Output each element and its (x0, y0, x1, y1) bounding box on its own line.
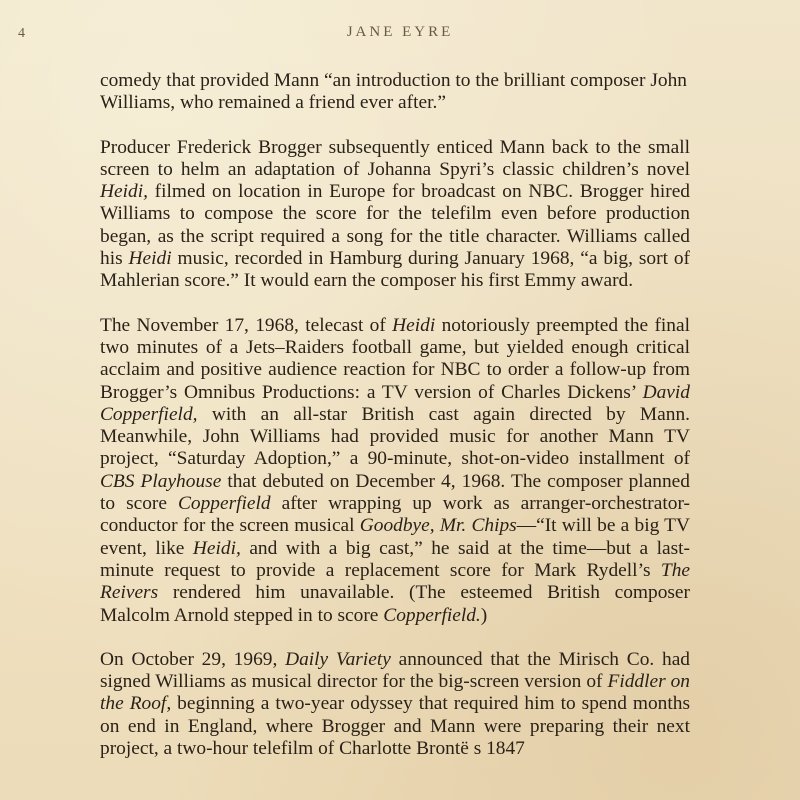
italic-text: The Reivers (100, 559, 690, 604)
italic-text: Copperfield (177, 493, 271, 515)
text-run: announced that the Mirisch Co. had signed Williams as musical director for the big-screen version of (100, 648, 690, 693)
paragraph-3 (100, 315, 690, 627)
italic-text: CBS Playhouse (100, 470, 222, 492)
italic-text: Heidi (392, 314, 436, 336)
text-run: and with a big cast,” he said at the time—but a last-minute request to provide a replacement score for Mark Rydell’s (100, 537, 690, 581)
text-run: On October 29, 1969, (100, 648, 286, 670)
text-run: The November 17, 1968, telecast of (100, 314, 393, 336)
text-run: comedy that provided Mann “an introduction to the brilliant composer John Williams, who remained a friend ever after.” (100, 70, 687, 114)
paragraph-4 (100, 649, 690, 760)
text-run: ) (480, 604, 488, 626)
paragraph-1 (100, 70, 690, 115)
text-run: music, recorded in Hamburg during January 1968, “a big, sort of Mahlerian score.” It would earn the composer his first Emmy award. (100, 248, 690, 292)
text-run: notoriously preempted the final two minutes of a Jets–Raiders football game, but yielded enough critical acclaim and positive audience reaction for NBC to order a follow-up from Brogger’s Omnibus Productions: a TV version of Charles Dickens’ (100, 314, 690, 403)
text-run: that debuted on December 4, 1968. The composer planned to score (100, 470, 690, 515)
running-head: JANE EYRE (346, 24, 454, 40)
italic-text: Heidi, (192, 537, 241, 559)
italic-text: Goodbye, Mr. Chips (359, 515, 517, 537)
text-run: after wrapping up work as arranger-orchestrator-conductor for the screen musical (100, 493, 690, 537)
body-text (100, 70, 690, 782)
italic-text: Heidi, (100, 181, 148, 203)
text-run: with an all-star British cast again directed by Mann. Meanwhile, John Williams had provided music for another Mann TV project, “Saturday Adoption,” a 90-minute, shot-on-video installment of (100, 403, 690, 470)
text-run: —“It will be a big TV event, like (100, 515, 690, 559)
italic-text: Daily Variety (285, 648, 391, 670)
page-number: 4 (18, 26, 25, 41)
italic-text: David Copperfield, (100, 381, 690, 425)
text-run: beginning a two-year odyssey that required him to spend months on end in England, where Brogger and Mann were preparing their next project, a two-hour telefilm of Charlotte Brontë s 1847 (100, 693, 690, 760)
paragraph-2 (100, 137, 690, 293)
text-run: Producer Frederick Brogger subsequently enticed Mann back to the small screen to helm an adaptation of Johanna Spyri’s classic children’s novel (100, 136, 690, 180)
italic-text: Heidi (128, 248, 172, 270)
text-run: filmed on location in Europe for broadcast on NBC. Brogger hired Williams to compose the score for the telefilm even before production began, as the script required a song for the title character. Williams called his (100, 181, 690, 270)
text-run: rendered him unavailable. (The esteemed British composer Malcolm Arnold stepped in to score (100, 582, 690, 626)
italic-text: Fiddler on the Roof, (100, 671, 691, 715)
italic-text: Copperfield. (383, 604, 481, 626)
